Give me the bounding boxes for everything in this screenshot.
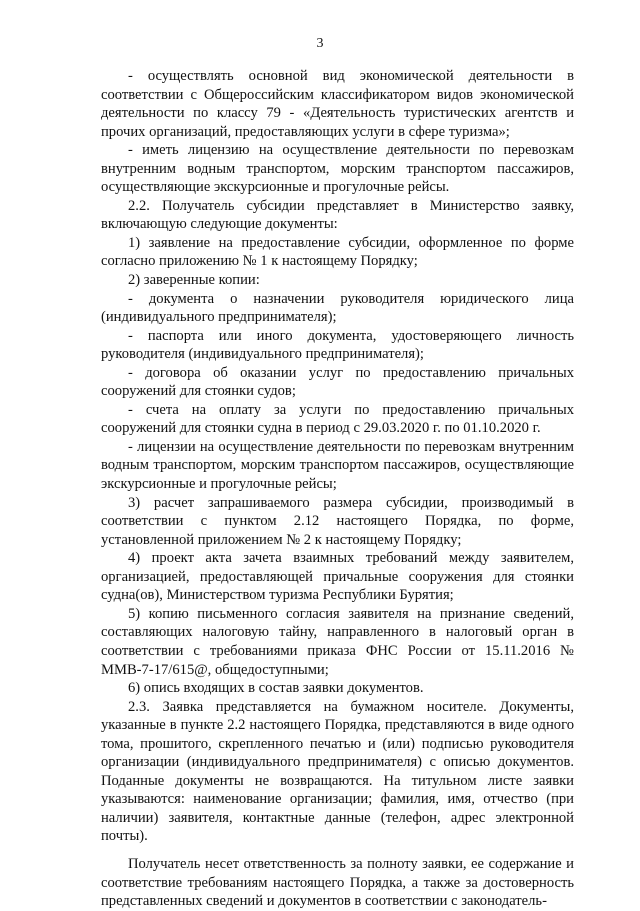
paragraph: 2) заверенные копии: xyxy=(128,272,260,289)
paragraph: 3) расчет запрашиваемого размера субсидии, производимый в соответствии с пунктом 2.12 настоящего Порядка, по форме, установленной приложением № 2 к настоящему Порядку; xyxy=(101,494,574,548)
paragraph: 1) заявление на предоставление субсидии, оформленное по форме согласно приложению № 1 к настоящему Порядку; xyxy=(101,234,574,270)
paragraph: 6) опись входящих в состав заявки документов. xyxy=(128,680,424,697)
paragraph: - документа о назначении руководителя юридического лица (индивидуального предпринимателя); xyxy=(101,290,574,326)
paragraph: - осуществлять основной вид экономической деятельности в соответствии с Общероссийским классификатором видов экономической деятельности по классу 79 - «Деятельность туристических агентств и прочих организаций, предоставляющих услуги в сфере туризма»; xyxy=(101,68,574,140)
paragraph: - иметь лицензию на осуществление деятельности по перевозкам внутренним водным транспортом, морским транспортом пассажиров, осуществляющие экскурсионные и прогулочные рейсы. xyxy=(101,142,574,196)
document-body xyxy=(101,67,574,911)
page-number: 3 xyxy=(316,36,324,51)
paragraph: 2.3. Заявка представляется на бумажном носителе. Документы, указанные в пункте 2.2 настоящего Порядка, представляются в виде одного тома, прошитого, скрепленного печатью и (или) подписью руководителя организации (индивидуального предпринимателя) с описью документов. Поданные документы не возвращаются. На титульном листе заявки указываются: наименование организации; фамилия, имя, отчество (при наличии) заявителя, контактные данные (телефон, адрес электронной почты). xyxy=(101,698,574,845)
paragraph: 4) проект акта зачета взаимных требований между заявителем, организацией, предоставляющей причальные сооружения для стоянки судна(ов), Министерством туризма Республики Бурятия; xyxy=(101,550,574,604)
paragraph: - счета на оплату за услуги по предоставлению причальных сооружений для стоянки судна в период с 29.03.2020 г. по 01.10.2020 г. xyxy=(101,401,574,437)
paragraph: 5) копию письменного согласия заявителя на признание сведений, составляющих налоговую тайну, направленного в налоговый орган в соответствии с требованиями приказа ФНС России от 15.11.2016 № ММВ-7-17/615@, общедоступными; xyxy=(101,605,574,678)
paragraph: 2.2. Получатель субсидии представляет в Министерство заявку, включающую следующие документы: xyxy=(101,197,574,233)
paragraph: Получатель несет ответственность за полноту заявки, ее содержание и соответствие требованиям настоящего Порядка, а также за достоверность представленных сведений и документов в соответствии с законодатель- xyxy=(101,855,574,910)
paragraph: - договора об оказании услуг по предоставлению причальных сооружений для стоянки судов; xyxy=(101,364,574,400)
paragraph: - лицензии на осуществление деятельности по перевозкам внутренним водным транспортом, морским транспортом пассажиров, осуществляющие экскурсионные и прогулочные рейсы; xyxy=(101,438,574,493)
paragraph: - паспорта или иного документа, удостоверяющего личность руководителя (индивидуального предпринимателя); xyxy=(101,327,574,363)
